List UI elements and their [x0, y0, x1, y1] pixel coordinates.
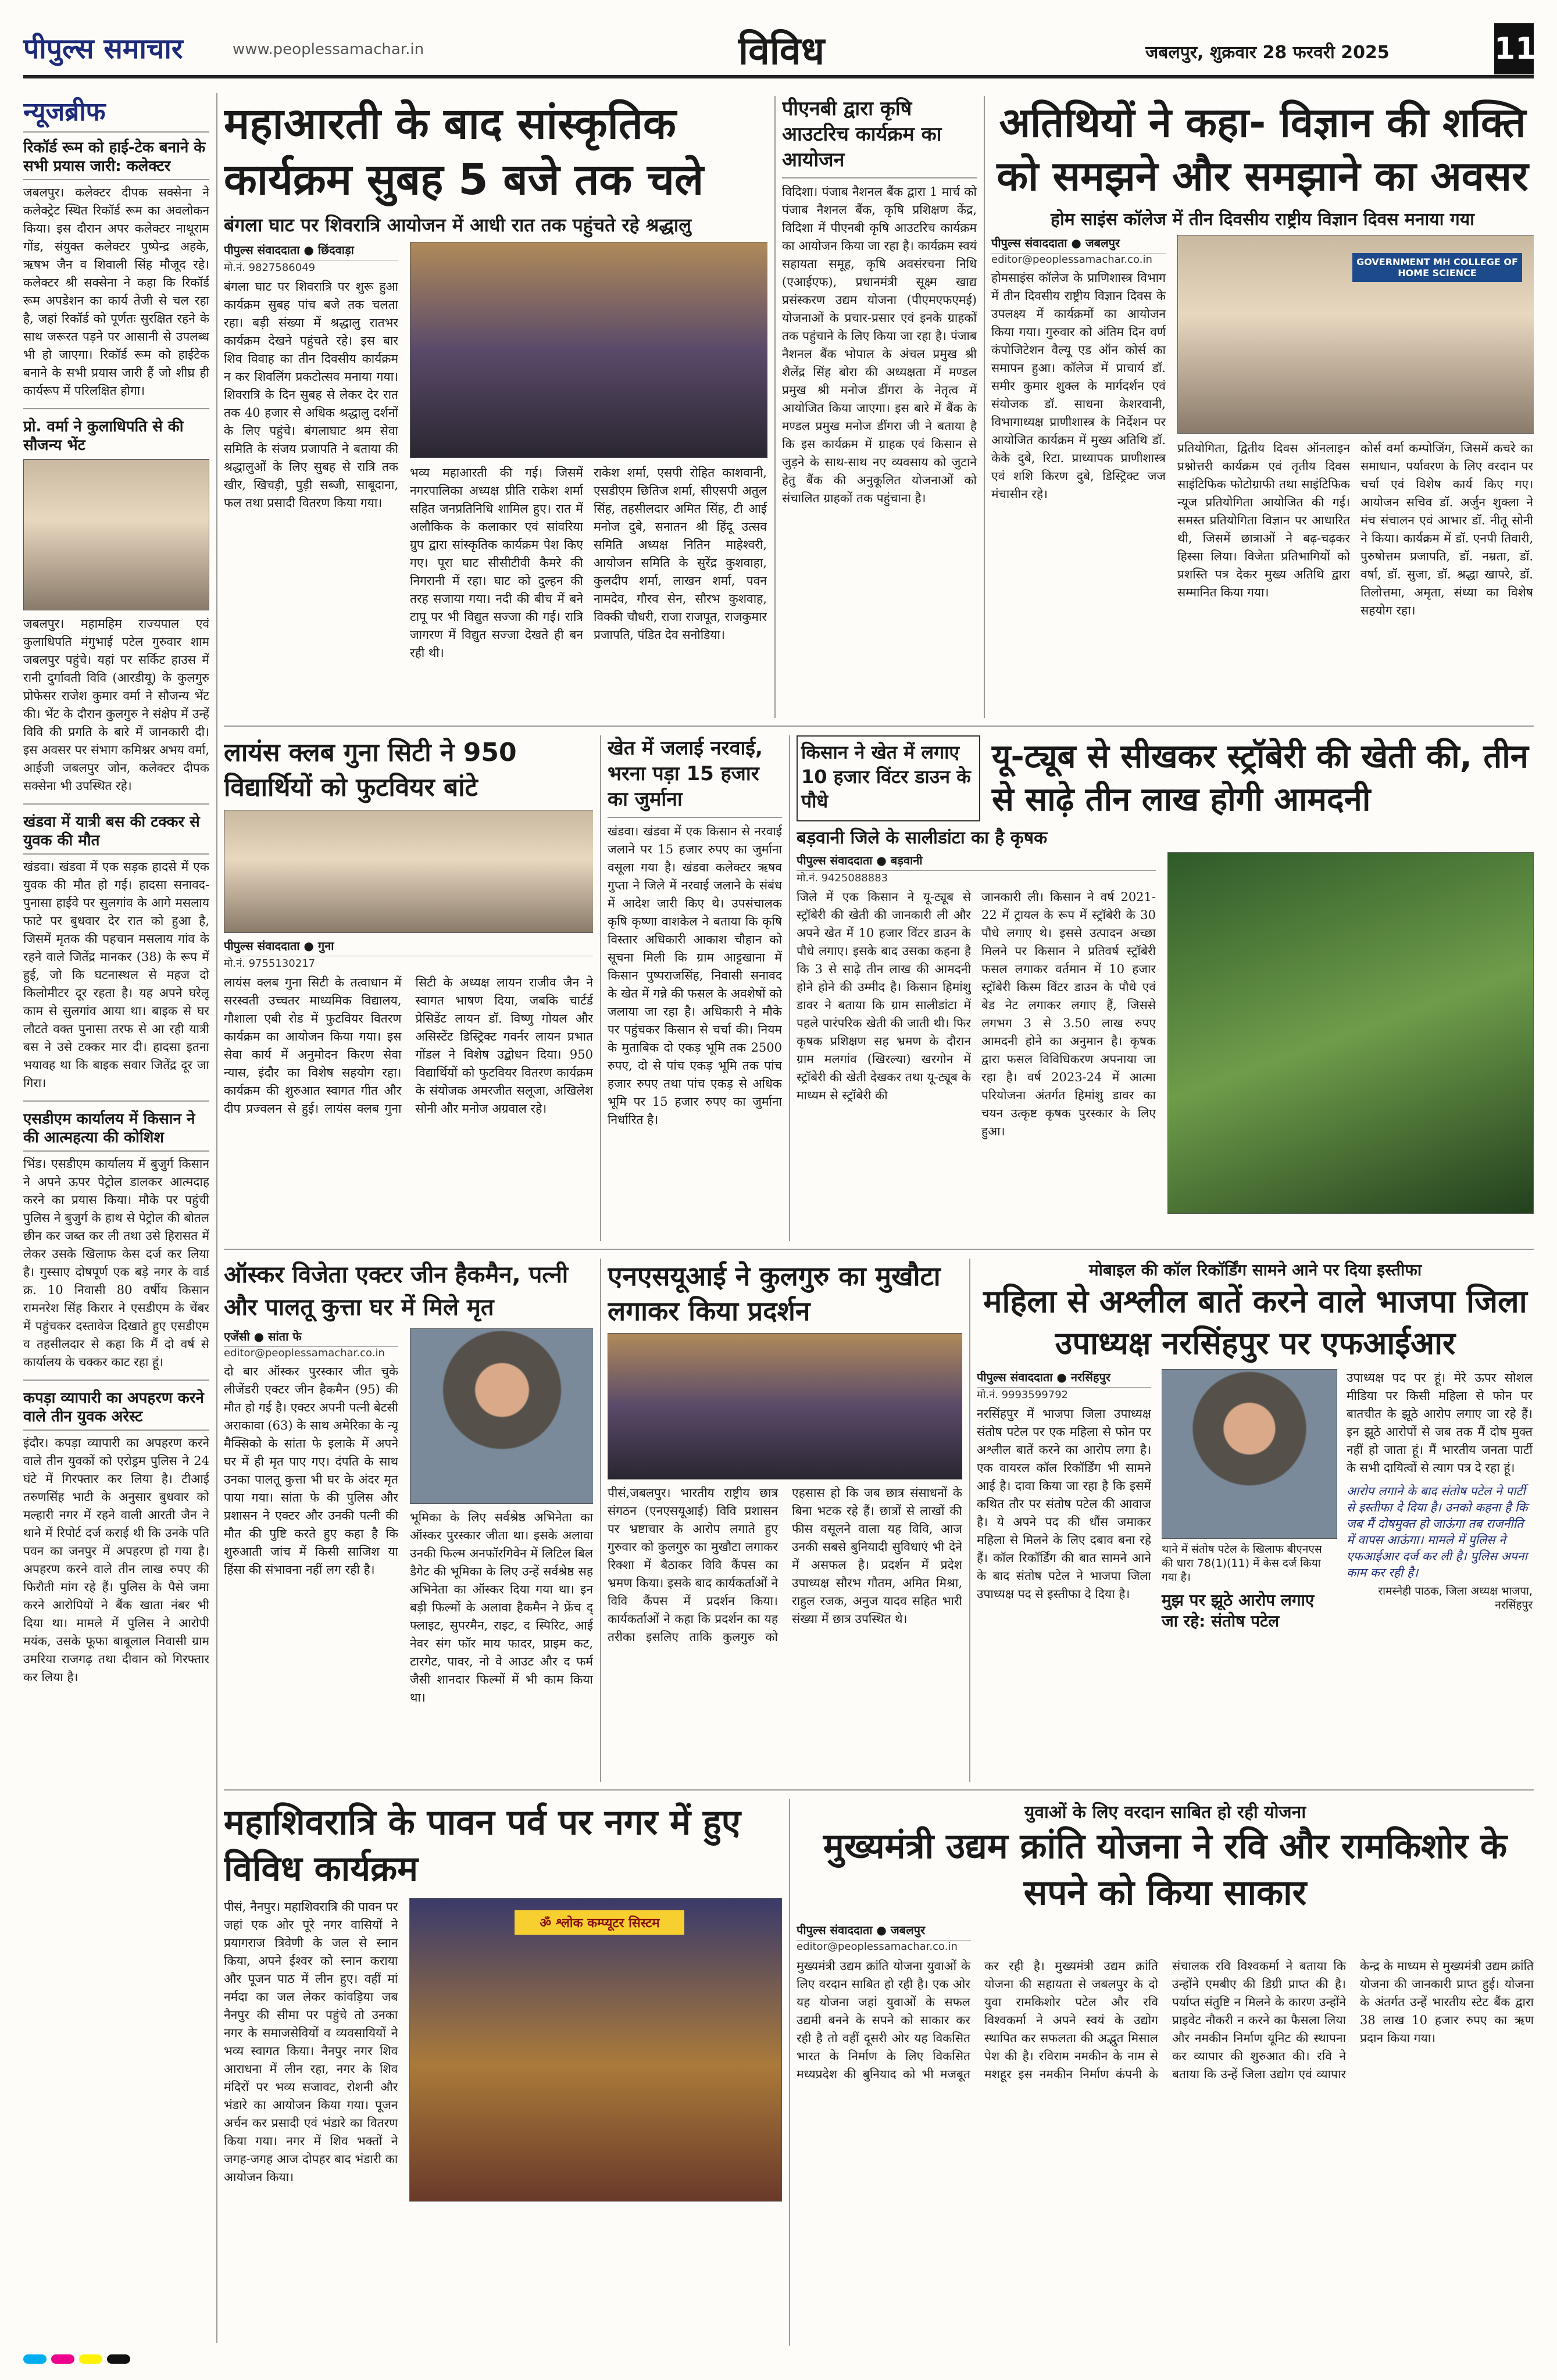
masthead: [23, 23, 1537, 78]
strawberry-farming-story: [797, 735, 1534, 1241]
headline: महाआरती के बाद सांस्कृतिक कार्यक्रम सुबह 5 बजे तक चले: [224, 99, 704, 205]
byline: एजेंसी ● सांता फे: [224, 1328, 398, 1347]
shivratri-crowd-photo: [410, 242, 767, 458]
brief-item-text: भिंड। एसडीएम कार्यालय में बुजुर्ग किसान ने अपने ऊपर पेट्रोल डालकर आत्मदाह करने का प्रयास किया। मौके पर पहुंची पुलिस ने बुजुर्ग के हाथ से पेट्रोल की बोतल छीन कर जब्त कर ली तथा उसे हिरासत में लेकर उसके खिलाफ केस दर्ज कर लिया है। गुस्साए दोषपूर्ण एक बड़े नगर के वार्ड क्र. 10 निवासी 80 वर्षीय किसान रामनरेश सिंह किरार ने एसडीएम के चेंबर में पहुंचकर दस्तावेज दिखाते हुए एसडीएम व तहसीलदार से कहा कि मैं दो वर्ष से कार्यालय के चक्कर काट रहा हूं।: [23, 1157, 209, 1369]
headline: ऑस्कर विजेता एक्टर जीन हैकमैन, पत्नी और पालतू कुत्ता घर में मिले मृत: [224, 1262, 569, 1321]
science-day-group-photo: [1177, 235, 1534, 434]
byline: पीपुल्स संवाददाता ● जबलपुर: [991, 235, 1166, 253]
shivratri-story: [224, 96, 767, 718]
brief-item-text: जबलपुर। कलेक्टर दीपक सक्सेना ने कलेक्ट्रेट स्थित रिकॉर्ड रूम का अवलोकन किया। इस दौरान अपर कलेक्टर नाथूराम गोंड, संयुक्त कलेक्टर पुष्पेन्द्र अहके, ऋषभ जैन व शिवाली सिंह मौजूद रहे। कलेक्टर श्री सक्सेना ने कहा कि रिकॉर्ड रूम अपडेशन का कार्य तेजी से चल रहा है, जहां रिकॉर्ड को पूर्णतः सुरक्षित रहने के साथ जरूरत पड़ने पर आसानी से उपलब्ध भी हो जाएगा। रिकॉर्ड रूम को हाईटेक बनाने के सभी प्रयास जारी हैं जो शीघ्र ही कार्यरूप में परिलक्षित होगा।: [23, 185, 209, 398]
headline: महिला से अश्लील बातें करने वाले भाजपा जिला उपाध्यक्ष नरसिंहपुर पर एफआईआर: [983, 1283, 1527, 1361]
email[interactable]: editor@peoplessamachar.co.in: [991, 253, 1152, 266]
headline: पीएनबी द्वारा कृषि आउटरिच कार्यक्रम का आयोजन: [782, 97, 942, 171]
brief-item-headline: एसडीएम कार्यालय में किसान ने की आत्महत्या की कोशिश: [23, 1110, 195, 1146]
byline: पीपुल्स संवाददाता ● छिंदवाड़ा: [224, 242, 398, 260]
story-text: भूमिका के लिए सर्वश्रेष्ठ अभिनेता का ऑस्कर पुरस्कार जीता था। इसके अलावा उनकी फिल्म अनफॉरगिवेन में लिटिल बिल डैगेट की भूमिका के लिए उन्हें सर्वश्रेष्ठ सह अभिनेता का ऑस्कर दिया गया था। इन बड़ी फिल्मों के अलावा हैकमैन ने फ्रेंच द् फ्लाइट, सुपरमैन, राइट, द स्पिरिट, आई नेवर संग फॉर माय फादर, प्राइम कट, टारगेट, पावर, नो वे आउट और द फर्म जैसी शानदार फिल्मों में भी काम किया था।: [410, 1510, 593, 1704]
brief-item-headline: कपड़ा व्यापारी का अपहरण करने वाले तीन युवक अरेस्ट: [23, 1389, 204, 1425]
headline: मुख्यमंत्री उद्यम क्रांति योजना ने रवि और रामकिशोर के सपने को किया साकार: [823, 1826, 1508, 1913]
brief-item-text: इंदौर। कपड़ा व्यापारी का अपहरण करने वाले तीन युवकों को एरोड्रम पुलिस ने 24 घंटे में गिरफ्तार कर लिया है। टीआई तरुणसिंह भाटी के अनुसार बुधवार को मल्हारी नगर में रहने वाली आरती जैन ने थाने में रिपोर्ट दर्ज कराई थी कि उनके पति पवन का जनपुर में अपहरण हो गया है। अपहरण करने वाले तीन लाख रुपए की फिरौती मांग रहे हैं। पुलिस के पैसे जमा करने आरोपियों ने बैंक खाता नंबर भी दिया था। मामले में पुलिस ने आरोपी मयंक, उसके फूफा बाबूलाल निवासी ग्राम उमरिया राजगढ़ तथा दीवान को गिरफ्तार कर लिया है।: [23, 1436, 209, 1684]
mobile-number: मो.नं. 9425088883: [797, 872, 888, 884]
headline: अतिथियों ने कहा- विज्ञान की शक्ति को समझने और समझाने का अवसर: [997, 99, 1529, 200]
story-text: उपाध्यक्ष पद पर हूं। मेरे ऊपर सोशल मीडिया पर किसी महिला से फोन पर बातचीत के झूठे आरोप लगाए जा रहे हैं। इन झूठे आरोपों से जब तक मैं दोष मुक्त नहीं हो जाता हूं। मैं भारतीय जनता पार्टी के सभी दायित्वों से त्याग पत्र दे रहा हूं।: [1347, 1371, 1533, 1475]
story-text: बंगला घाट पर शिवरात्रि पर शुरू हुआ कार्यक्रम सुबह पांच बजे तक चलता रहा। बड़ी संख्या में श्रद्धालु रातभर कार्यक्रम देखने पहुंचते रहे। इस बार शिव विवाह का तीन दिवसीय कार्यक्रम न कर शिवलिंग प्रकटोत्सव मनाया गया। शिवरात्रि के दिन सुबह से लेकर देर रात तक 40 हजार से अधिक श्रद्धालु दर्शनों के लिए पहुंचे। बंगलाघाट श्रम सेवा समिति के संजय प्रजापति ने बताया की श्रद्धालुओं के लिए सुबह से रात्रि तक खीर, खिचड़ी, पुड़ी सब्जी, साबूदाना, फल तथा प्रसादी वितरण किया गया।: [224, 280, 398, 510]
gene-hackman-photo: [410, 1328, 593, 1504]
kicker: युवाओं के लिए वरदान साबित हो रही योजना: [1024, 1802, 1306, 1822]
santosh-patel-photo: [1162, 1369, 1337, 1539]
byline: पीपुल्स संवाददाता ● बड़वानी: [797, 852, 1156, 871]
story-text: जिले में एक किसान ने यू-ट्यूब से स्ट्रॉबेरी की खेती की जानकारी ली और अपने खेत में 10 हजार विंटर डाउन के पौधे लगाए। इसके बाद उसका कहना है कि 3 से साढ़े तीन लाख की आमदनी होने होने की उम्मीद है। किसान हिमांशु डावर ने बताया कि ग्राम सालीडांटा में पहले पारंपरिक खेती की जाती थी। फिर कृषक प्रशिक्षण सह भ्रमण के दौरान ग्राम मलगांव (खिरल्या) खरगोन में स्ट्रॉबेरी की खेती देखकर तथा यू-ट्यूब के माध्यम से स्ट्रॉबेरी की: [797, 890, 971, 1102]
brief-item: [23, 813, 209, 1092]
brief-title: न्यूजब्रीफ: [23, 97, 106, 127]
brief-item-text: जबलपुर। महामहिम राज्यपाल एवं कुलाधिपति मंगुभाई पटेल गुरुवार शाम जबलपुर पहुंचे। यहां पर सर्किट हाउस में रानी दुर्गावती विवि (आरडीयू) के कुलगुरु प्रोफेसर राजेश कुमार वर्मा ने सौजन्य भेंट की। भेंट के दौरान कुलगुरु ने संक्षेप में उन्हें विवि की प्रगति के बारे में जानकारी दी। इस अवसर पर संभाग कमिश्नर अभय वर्मा, आईजी जबलपुर जोन, कलेक्टर दीपक सक्सेना भी उपस्थित रहे।: [23, 617, 209, 793]
news-brief-column: [23, 93, 209, 2343]
brief-item: [23, 138, 209, 400]
brief-item-text: खंडवा। खंडवा में एक सड़क हादसे में एक युवक की मौत हो गई। हादसा सनावद-पुनासा हाईवे पर सुलगांव के आगे मसलाय फाटे पर बुधवार देर रात को हुआ है, जिसमें मृतक की पहचान मसलाय गांव के रहने वाले जितेंद्र मानकर (38) के रूप में हुई, जो कि घटनास्थल से महज दो किलोमीटर दूर रहता है। यह अपने घरेलू काम से सुलगांव आया था। बाइक से घर लौटते वक्त पुनासा तरफ से आ रही यात्री बस ने उसे टक्कर मार दी। हादसा इतना भयावह था कि बाइक सवार जितेंद्र दूर जा गिरा।: [23, 860, 209, 1090]
kicker: मोबाइल की कॉल रिकॉर्डिंग सामने आने पर दिया इस्तीफा: [1088, 1260, 1422, 1280]
brief-item-headline: प्रो. वर्मा ने कुलाधिपति से की सौजन्य भेंट: [23, 418, 184, 454]
headline: महाशिवरात्रि के पावन पर्व पर नगर में हुए विविध कार्यक्रम: [224, 1802, 741, 1889]
byline: पीपुल्स संवाददाता ● नरसिंहपुर: [977, 1369, 1151, 1388]
quote-attribution: रामस्नेही पाठक, जिला अध्यक्ष भाजपा, नरसिंहपुर: [1378, 1585, 1533, 1611]
mobile-number: मो.नं. 9755130217: [224, 957, 316, 970]
headline: यू-ट्यूब से सीखकर स्ट्रॉबेरी की खेती की, तीन से साढ़े तीन लाख होगी आमदनी: [992, 738, 1529, 819]
story-text: मुख्यमंत्री उद्यम क्रांति योजना युवाओं के लिए वरदान साबित हो रही है। एक ओर यह योजना जहां युवाओं के सफल उद्यमी बनने के सपने को साकार कर रही है तो वहीं दूसरी ओर यह विकसित भारत के निर्माण के लिए विकसित मध्यप्रदेश की बुनियाद को भी मजबूत कर रही है। मुख्यमंत्री उद्यम क्रांति योजना की सहायता से जबलपुर के दो युवा रामकिशोर पटेल और रवि विश्वकर्मा ने अपने स्वयं के उद्योग स्थापित कर सफलता की अद्भुत मिसाल पेश की है। रविराम नमकीन के नाम से मशहूर इस नमकीन निर्माण कंपनी के संचालक रवि विश्वकर्मा ने बताया कि उन्होंने एमबीए की डिग्री प्राप्त की है। पर्याप्त संतुष्टि न मिलने के कारण उन्होंने प्राइवेट नौकरी न करने का फैसला लिया और नमकीन निर्माण यूनिट की स्थापना कर व्यापार की शुरुआत की। रवि ने बताया कि उन्हें जिला उद्योग एवं व्यापार केन्द्र के माध्यम से मुख्यमंत्री उद्यम क्रांति योजना की जानकारी प्राप्त हुई। योजना के अंतर्गत उन्हें भारतीय स्टेट बैंक द्वारा 38 लाख 10 हजार रुपए का ऋण प्रदान किया गया।: [797, 1959, 1534, 2081]
kicker: किसान ने खेत में लगाए 10 हजार विंटर डाउन के पौधे: [797, 735, 980, 821]
udyam-kranti-story: [797, 1799, 1534, 2346]
email[interactable]: editor@peoplessamachar.co.in: [224, 1347, 385, 1359]
photo-banner: ॐ श्लोक कम्प्यूटर सिस्टम: [515, 1910, 684, 1935]
deck: होम साइंस कॉलेज में तीन दिवसीय राष्ट्रीय विज्ञान दिवस मनाया गया: [1051, 209, 1474, 230]
story-text: दो बार ऑस्कर पुरस्कार जीत चुके लीजेंडरी एक्टर जीन हैकमैन (95) की मौत हो गई है। एक्टर अपनी पत्नी बेटसी अराकावा (63) के साथ अमेरिका के न्यू मैक्सिको के सांता फे इलाके में अपने घर में ही मृत पाए गए। दंपति के साथ उनका पालतू कुत्ता भी घर के अंदर मृत पाया गया। सांता फे की पुलिस और प्रशासन ने एक्टर और उनकी पत्नी की मौत की पुष्टि करते हुए कहा है कि शुरुआती जांच में किसी साजिश या हिंसा की संभावना नहीं लग रही है।: [224, 1364, 398, 1577]
brief-item: [23, 1389, 209, 1686]
story-text: प्रतियोगिता, द्वितीय दिवस ऑनलाइन प्रश्नोत्तरी कार्यक्रम एवं तृतीय दिवस साइंटिफिक फोटोग्राफी तथा साइंटिफिक न्यूज प्रतियोगिता आयोजित की गई। समस्त प्रतियोगिता विज्ञान पर आधारित थी, जिसमें छात्राओं ने बढ़-चढ़कर हिस्सा लिया। विजेता प्रतिभागियों को प्रशस्ति पत्र देकर मुख्य अतिथि द्वारा सम्मानित किया गया।: [1177, 441, 1350, 599]
headline: खेत में जलाई नरवाई, भरना पड़ा 15 हजार का जुर्माना: [608, 737, 763, 811]
story-text: विदिशा। पंजाब नैशनल बैंक द्वारा 1 मार्च को पंजाब नैशनल बैंक, कृषि प्रशिक्षण केंद्र, विदिशा में पीएनबी कृषि आउटरिच कार्यक्रम का आयोजन किया जा रहा है। कार्यक्रम स्वयं सहायता समूह, कृषि अवसंरचना निधि (एआईएफ), प्रधानमंत्री सूक्ष्म खाद्य प्रसंस्करण उद्यम योजना (पीएमएफएमई) योजनाओं के प्रचार-प्रसार एवं इनके ग्राहकों तक पहुंचाने के लिए किया जा रहा है। पंजाब नैशनल बैंक भोपाल के अंचल प्रमुख श्री शैलेंद्र सिंह बोरा की अध्यक्षता में मण्डल प्रमुख श्री मनोज डींगरा के नेतृत्व में आयोजित किया जाएगा। इस बारे में बैंक के मण्डल प्रमुख मनोज डींगरा जी ने बताया है कि इस कार्यक्रम में ग्राहक एवं किसान से जुड़ने के साथ-साथ नए व्यवसाय को जुटाने हेतु बैंक की अनुकूलित योजनाओं को संचालित ग्राहकों तक पहुंचाना है।: [782, 185, 977, 505]
story-text: कोर्स वर्मा कम्पोजिंग, जिसमें कचरे का समाधान, पर्यावरण के लिए वरदान पर चर्चा एवं विशेष कार्य किए गए। आयोजन सचिव डॉ. अर्जुन शुक्ला ने मंच संचालन एवं आभार डॉ. नीतू सोनी ने किया। कार्यक्रम में डॉ. एनपी तिवारी, पुरुषोत्तम प्रजापति, डॉ. नम्रता, डॉ. वर्षा, डॉ. सुजा, डॉ. श्रद्धा खापरे, डॉ. तिलोत्तमा, अमृता, संध्या का विशेष सहयोग रहा।: [1360, 441, 1533, 617]
nsui-protest-photo: [608, 1333, 962, 1480]
section-title: विविध: [738, 28, 825, 73]
gene-hackman-story: [224, 1259, 593, 1782]
shiva-idol-photo: [409, 1898, 782, 2202]
story-text: नरसिंहपुर में भाजपा जिला उपाध्यक्ष संतोष पटेल पर एक महिला से फोन पर अश्लील बातें करने का आरोप लगा है। एक वायरल कॉल रिकॉर्डिंग भी सामने आई है। दावा किया जा रहा है कि इसमें कथित तौर पर संतोष पटेल की आवाज है। ये अपने पद की धौंस जमाकर महिला से मिलने के लिए दबाव बना रहे हैं। कॉल रिकॉर्डिंग की बात सामने आने के बाद संतोष पटेल ने भाजपा जिला उपाध्यक्ष पद से इस्तीफा दे दिया है।: [977, 1407, 1151, 1601]
deck: बंगला घाट पर शिवरात्रि आयोजन में आधी रात तक पहुंचते रहे श्रद्धालु: [224, 214, 691, 236]
story-text: राकेश शर्मा, एसपी रोहित काशवानी, एसडीएम छितिज शर्मा, सीएसपी अतुल सिंह, तहसीलदार अमित सिंह, टी आई मनोज दुबे, सनातन श्री हिंदू उत्सव समिति अध्यक्ष नितिन माहेश्वरी, आयोजन समिति के सुरेंद्र कुशवाहा, कुलदीप शर्मा, लाखन शर्मा, पवन नामदेव, गौरव सेन, सौरभ कुशवाह, विक्की चौधरी, राजा राजपूत, राजकुमार प्रजापति, पंडित देव सनोडिया।: [594, 466, 767, 642]
deck: बड़वानी जिले के सालीडांटा का है कृषक: [797, 828, 1048, 848]
story-text: लायंस क्लब गुना सिटी के तत्वाधान में सरस्वती उच्चतर माध्यमिक विद्यालय, गौशाला एबी रोड में फुटवियर वितरण कार्यक्रम का आयोजन किया गया। इस सेवा कार्य में अनुमोदन किरण सेवा न्यास, इंदौर का विशेष सहयोग रहा। कार्यक्रम की शुरुआत स्वागत गीत और दीप प्रज्वलन से हुई। लायंस क्लब गुना सिटी के अध्यक्ष लायन राजीव जैन ने स्वागत भाषण दिया, जबकि चार्टर्ड प्रेसिडेंट लायन डॉ. विष्णु गोयल और असिस्टेंट डिस्ट्रिक्ट गवर्नर लायन प्रभात गोंडल ने विशेष उद्बोधन दिया। 950 विद्यार्थियों को फुटवियर वितरण कार्यक्रम के संयोजक अमरजीत सलूजा, अखिलेश सोनी और मनोज अग्रवाल रहे।: [224, 975, 593, 1116]
brief-item: [23, 1110, 209, 1371]
headline: एनएसयूआई ने कुलगुरु का मुखौटा लगाकर किया प्रदर्शन: [608, 1260, 941, 1327]
story-text: खंडवा। खंडवा में एक किसान से नरवाई जलाने पर 15 हजार रुपए का जुर्माना वसूला गया है। खंडवा कलेक्टर ऋषव गुप्ता ने जिले में नरवाई जलाने के संबंध में आदेश जारी किए थे। उपसंचालक कृषि कृष्णा वाशकेल ने बताया कि कृषि विस्तार अधिकारी आकाश चौहान को सूचना मिली कि ग्राम आट्टखाना में किसान पुष्पराजसिंह, निवासी सनावद के खेत में गन्ने की फसल के अवशेषों को जलाया जा रहा है। अधिकारी ने मौके पर पहुंचकर किसान से चर्चा की। नियम के मुताबिक दो एकड़ भूमि तक 2500 रुपए, दो से पांच एकड़ भूमि तक पांच हजार रुपए तथा पांच एकड़ से अधिक भूमि पर 15 हजार रुपए का जुर्माना निर्धारित है।: [608, 824, 782, 1127]
science-day-story: [991, 96, 1534, 718]
college-banner: GOVERNMENT MH COLLEGE OF HOME SCIENCE: [1352, 253, 1522, 282]
brief-item: [23, 417, 209, 795]
story-text: पीसं,जबलपुर। भारतीय राष्ट्रीय छात्र संगठन (एनएसयूआई) विवि प्रशासन पर भ्रष्टाचार के आरोप लगाते हुए गुरुवार को कुलगुरु का मुखौटा लगाकर रिक्शा में बैठाकर विवि कैंपस का भ्रमण किया। इसके बाद कार्यकर्ताओं ने विवि कैंपस में प्रदर्शन किया। कार्यकर्ताओं ने कहा कि प्रदर्शन का यह तरीका इसलिए ताकि कुलगुरु को एहसास हो कि जब छात्र संसाधनों के बिना भटक रहे हैं। छात्रों से लाखों की फीस वसूलने वाला यह विवि, आज उनकी सबसे बुनियादी सुविधाएं भी देने में असफल है। प्रदर्शन में प्रदेश उपाध्यक्ष सौरभ गौतम, अमित मिश्रा, राहुल रजक, अनुज यादव सहित भारी संख्या में छात्र उपस्थित थे।: [608, 1486, 962, 1644]
story-text: होमसाइंस कॉलेज के प्राणिशास्त्र विभाग में तीन दिवसीय राष्ट्रीय विज्ञान दिवस के उपलक्ष्य में कार्यक्रमों का आयोजन किया गया। गुरुवार को अंतिम दिन वर्ण कंपोजिटेशन वैल्यू एड ऑन कोर्स का समापन हुआ। कॉलेज में प्राचार्य डॉ. समीर कुमार शुक्ल के मार्गदर्शन एवं संयोजक डॉ. साधना केशरवानी, विभागाध्यक्ष प्राणीशास्त्र के निर्देशन पर आयोजित कार्यक्रम में मुख्य अतिथि डॉ. केके दुबे, रिटा. प्राध्यापक प्राणीशास्त्र एवं शशि किरण दुबे, डिस्ट्रिक्ट जज मंचासीन रहे।: [991, 271, 1166, 501]
stubble-burning-story: [608, 735, 782, 1241]
shivratri-nainpur-story: [224, 1799, 782, 2346]
nsui-protest-story: [608, 1259, 962, 1782]
strawberry-farm-photo: [1167, 852, 1534, 1214]
pnb-story: [782, 96, 977, 718]
bjp-fir-story: [977, 1259, 1534, 1782]
lions-club-story: [224, 735, 593, 1241]
story-text: पीसं, नैनपुर। महाशिवरात्रि की पावन पर जहां एक ओर पूरे नगर वासियों ने प्रयागराज त्रिवेणी के जल से स्नान किया, अपने ईश्वर को स्नान कराया और पूजन पाठ में लीन हुए। वहीं मां नर्मदा का जल लेकर कांवड़िया जब नैनपुर की सीमा पर पहुंचे तो उनका नगर के समाजसेवियों व व्यवसायियों ने भव्य स्वागत किया। नैनपुर नगर शिव आराधना में लीन रहा, नगर के शिव मंदिरों पर भव्य सजावट, रोशनी और भंडारे का आयोजन किया गया। पूजन अर्चन कर प्रसादी एवं भंडारे का वितरण किया गया। नगर में शिव भक्तों ने जगह-जगह आज दोपहर बाद भंडारी का आयोजन किया।: [224, 1900, 398, 2184]
byline: पीपुल्स संवाददाता ● गुना: [224, 938, 593, 956]
page-number: 11: [1494, 23, 1534, 74]
subhead: मुझ पर झूठे आरोप लगाए जा रहे: संतोष पटेल: [1162, 1591, 1315, 1631]
mobile-number: मो.नं. 9993599792: [977, 1389, 1069, 1401]
dateline: जबलपुर, शुक्रवार 28 फरवरी 2025: [1145, 42, 1390, 63]
email[interactable]: editor@peoplessamachar.co.in: [797, 1941, 958, 1953]
print-registration-marks: [23, 2354, 1534, 2368]
brief-item-headline: खंडवा में यात्री बस की टक्कर से युवक की मौत: [23, 813, 200, 849]
newspaper-logo[interactable]: पीपुल्स समाचार: [23, 33, 183, 65]
photo-caption: थाने में संतोष पटेल के खिलाफ बीएनएस की धारा 78(1)(11) में केस दर्ज किया गया है।: [1162, 1543, 1322, 1584]
website-url[interactable]: www.peoplessamachar.in: [233, 41, 424, 58]
mobile-number: मो.नं. 9827586049: [224, 262, 316, 274]
pull-quote: आरोप लगाने के बाद संतोष पटेल ने पार्टी से इस्तीफा दे दिया है। उनको कहना है कि जब मैं दोषमुक्त हो जाऊंगा तब राजनीति में वापस आऊंगा। मामले में पुलिस ने एफआईआर दर्ज कर ली है। पुलिस अपना काम कर रही है।: [1347, 1484, 1528, 1579]
headline: लायंस क्लब गुना सिटी ने 950 विद्यार्थियों को फुटवियर बांटे: [224, 738, 517, 802]
brief-item-headline: रिकॉर्ड रूम को हाई-टेक बनाने के सभी प्रयास जारी: कलेक्टर: [23, 139, 206, 175]
byline: पीपुल्स संवाददाता ● जबलपुर: [797, 1922, 971, 1941]
story-text: भव्य महाआरती की गई। जिसमें नगरपालिका अध्यक्ष प्रीति राकेश शर्मा सहित जनप्रतिनिधि शामिल हुए। रात में अलौकिक के कलाकार एवं सांवरिया ग्रुप द्वारा सांस्कृतिक कार्यक्रम पेश किए गए। पूरा घाट सीसीटीवी कैमरे की निगरानी में रहा। घाट को दुल्हन की तरह सजाया गया। नदी की बीच में बने टापू पर भी विद्युत सज्जा की गई। रात्रि जागरण में विद्युत सज्जा देखते ही बन रही थी।: [410, 466, 583, 660]
story-text: जानकारी ली। किसान ने वर्ष 2021-22 में ट्रायल के रूप में स्ट्रॉबेरी के 30 पौधे लगाए थे। इससे उत्पादन अच्छा मिलने पर किसान ने प्रतिवर्ष स्ट्रॉबेरी फसल लगाकर वर्तमान में 10 हजार स्ट्रॉबेरी किस्म विंटर डाउन के पौधे एवं बेड नेट लगाकर लगाए हैं, जिससे लगभग 3 से 3.50 लाख रुपए आमदनी होने का अनुमान है। कृषक द्वारा फसल विविधिकरण अपनाया जा रहा है। वर्ष 2023-24 में आत्मा परियोजना अंतर्गत हिमांशु डावर का चयन उत्कृष्ट कृषक पुरस्कार के लिए हुआ।: [981, 890, 1156, 1138]
students-footwear-photo: [224, 810, 593, 933]
governor-meeting-photo: [23, 459, 209, 610]
